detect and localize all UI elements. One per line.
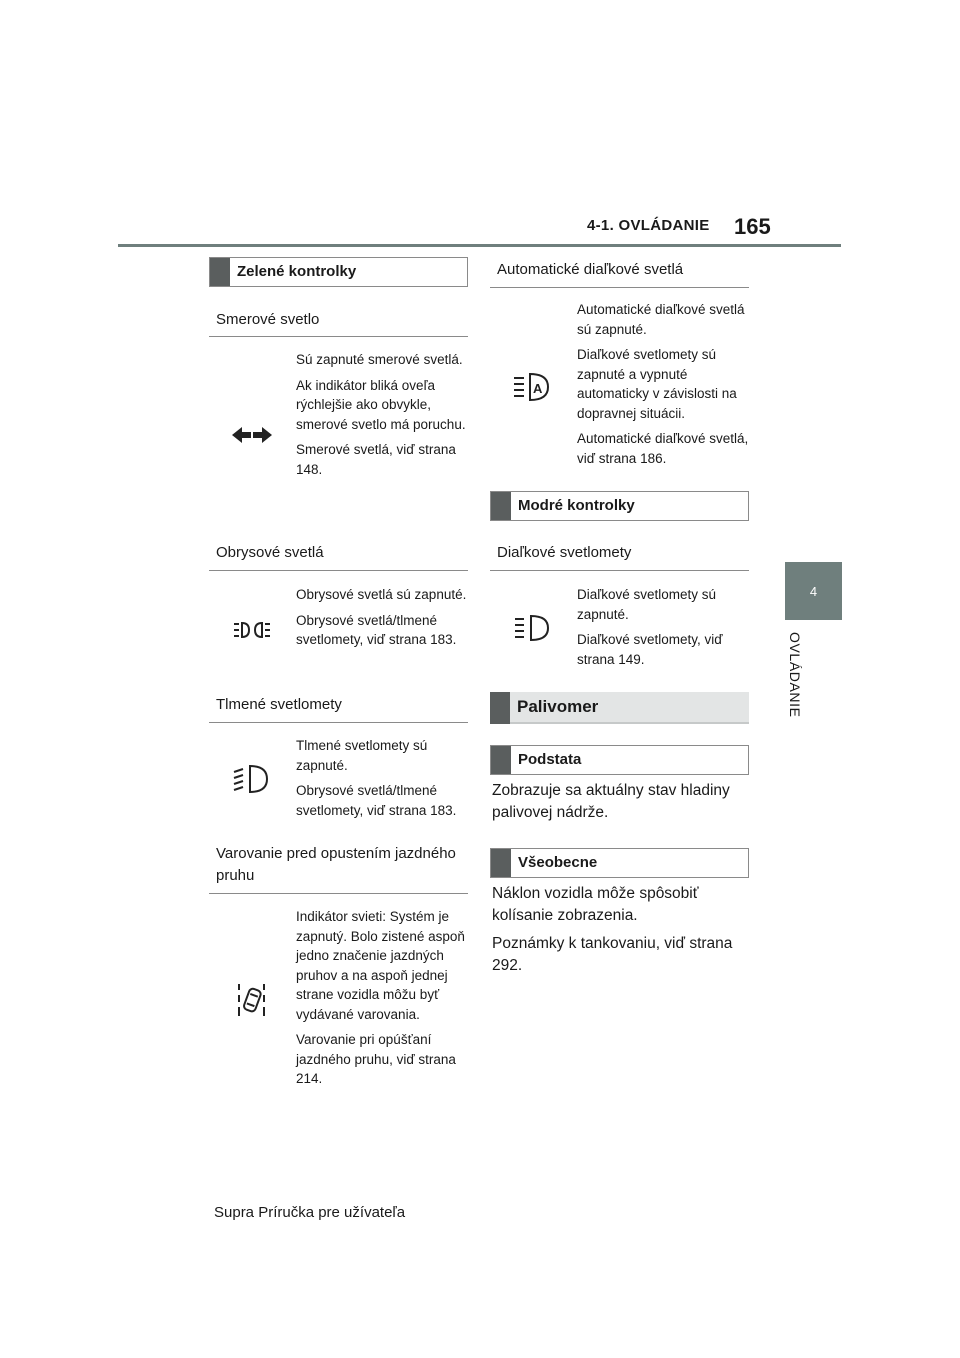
lane-departure-icon bbox=[237, 980, 267, 1020]
chapter-label bbox=[780, 632, 810, 732]
footer-text: Supra Príručka pre užívateľa bbox=[214, 1204, 406, 1221]
lane-warning-heading bbox=[209, 843, 468, 887]
high-beam-line: Diaľkové svetlomety, viď strana 149. bbox=[577, 632, 723, 667]
low-beam-icon bbox=[233, 764, 269, 794]
divider bbox=[490, 570, 749, 571]
auto-high-beam-line: Diaľkové svetlomety sú zapnuté a vypnuté automaticky v závislosti na dopravnej situácii. bbox=[577, 347, 737, 421]
parking-lights-heading bbox=[209, 542, 468, 564]
low-beam-line: Tlmené svetlomety sú zapnuté. bbox=[296, 738, 428, 773]
header-rule bbox=[118, 244, 841, 247]
blue-indicators-title: Modré kontrolky bbox=[518, 497, 635, 514]
general-title: Všeobecne bbox=[518, 854, 598, 871]
low-beam-description bbox=[296, 736, 468, 826]
lane-warning-line: Indikátor svieti: Systém je zapnutý. Bolo zistené aspoň jedno značenie jazdných pruhov a na aspoň jednej strane vozidla môžu byť vydávané varovania. bbox=[296, 909, 465, 1022]
lane-warning-title: Varovanie pred opustením jazdného pruhu bbox=[216, 845, 456, 884]
turn-signal-line: Sú zapnuté smerové svetlá. bbox=[296, 352, 463, 367]
turn-signal-icon bbox=[232, 424, 272, 446]
chapter-label-text: OVLÁDANIE bbox=[787, 632, 803, 718]
high-beam-title: Diaľkové svetlomety bbox=[497, 544, 632, 561]
heading-bar bbox=[210, 258, 230, 286]
parking-lights-title: Obrysové svetlá bbox=[216, 544, 324, 561]
auto-high-beam-description bbox=[577, 300, 749, 474]
blue-indicators-heading bbox=[490, 491, 749, 521]
chapter-tab[interactable] bbox=[785, 562, 842, 620]
fuel-gauge-title: Palivomer bbox=[517, 697, 599, 716]
section-title: 4-1. OVLÁDANIE bbox=[587, 217, 710, 234]
high-beam-line: Diaľkové svetlomety sú zapnuté. bbox=[577, 587, 716, 622]
turn-signal-description bbox=[296, 350, 468, 485]
general-paragraph: Náklon vozidla môže spôsobiť kolísanie zobrazenia. bbox=[492, 885, 699, 924]
general-paragraph: Poznámky k tankovaniu, viď strana 292. bbox=[492, 935, 733, 974]
auto-high-beam-line: Automatické diaľkové svetlá, viď strana 186. bbox=[577, 431, 749, 466]
parking-lights-description bbox=[296, 585, 468, 656]
heading-bar bbox=[491, 849, 511, 877]
divider bbox=[209, 570, 468, 571]
general-heading bbox=[490, 848, 749, 878]
general-text bbox=[492, 883, 752, 983]
principle-text bbox=[492, 780, 752, 830]
auto-high-beam-heading bbox=[490, 259, 749, 281]
auto-high-beam-line: Automatické diaľkové svetlá sú zapnuté. bbox=[577, 302, 745, 337]
high-beam-icon bbox=[514, 614, 550, 642]
low-beam-line: Obrysové svetlá/tlmené svetlomety, viď strana 183. bbox=[296, 783, 457, 818]
divider bbox=[490, 287, 749, 288]
chapter-number: 4 bbox=[809, 583, 818, 599]
divider bbox=[209, 336, 468, 337]
auto-high-beam-icon bbox=[513, 372, 551, 402]
principle-heading bbox=[490, 745, 749, 775]
lane-warning-line: Varovanie pri opúšťaní jazdného pruhu, viď strana 214. bbox=[296, 1032, 456, 1086]
heading-bar bbox=[491, 746, 511, 774]
green-indicators-title: Zelené kontrolky bbox=[237, 263, 357, 280]
turn-signal-title: Smerové svetlo bbox=[216, 311, 320, 328]
page-number: 165 bbox=[734, 214, 771, 239]
parking-lights-line: Obrysové svetlá/tlmené svetlomety, viď strana 183. bbox=[296, 612, 457, 647]
high-beam-description bbox=[577, 585, 749, 675]
low-beam-heading bbox=[209, 694, 468, 716]
heading-bar bbox=[491, 492, 511, 520]
fuel-gauge-heading bbox=[490, 692, 749, 724]
lane-warning-description bbox=[296, 907, 468, 1095]
divider bbox=[209, 893, 468, 894]
green-indicators-heading bbox=[209, 257, 468, 287]
turn-signal-heading bbox=[209, 309, 468, 331]
turn-signal-line: Ak indikátor bliká oveľa rýchlejšie ako obvykle, smerové svetlo má poruchu. bbox=[296, 377, 466, 432]
high-beam-heading bbox=[490, 542, 749, 564]
svg-text:A: A bbox=[533, 381, 543, 396]
heading-bar bbox=[490, 692, 510, 724]
turn-signal-line: Smerové svetlá, viď strana 148. bbox=[296, 442, 456, 477]
parking-lights-icon bbox=[233, 620, 271, 640]
principle-title: Podstata bbox=[518, 751, 582, 768]
parking-lights-line: Obrysové svetlá sú zapnuté. bbox=[296, 587, 467, 602]
auto-high-beam-title: Automatické diaľkové svetlá bbox=[497, 261, 684, 278]
divider bbox=[209, 722, 468, 723]
principle-paragraph: Zobrazuje sa aktuálny stav hladiny palivovej nádrže. bbox=[492, 782, 730, 821]
low-beam-title: Tlmené svetlomety bbox=[216, 696, 342, 713]
